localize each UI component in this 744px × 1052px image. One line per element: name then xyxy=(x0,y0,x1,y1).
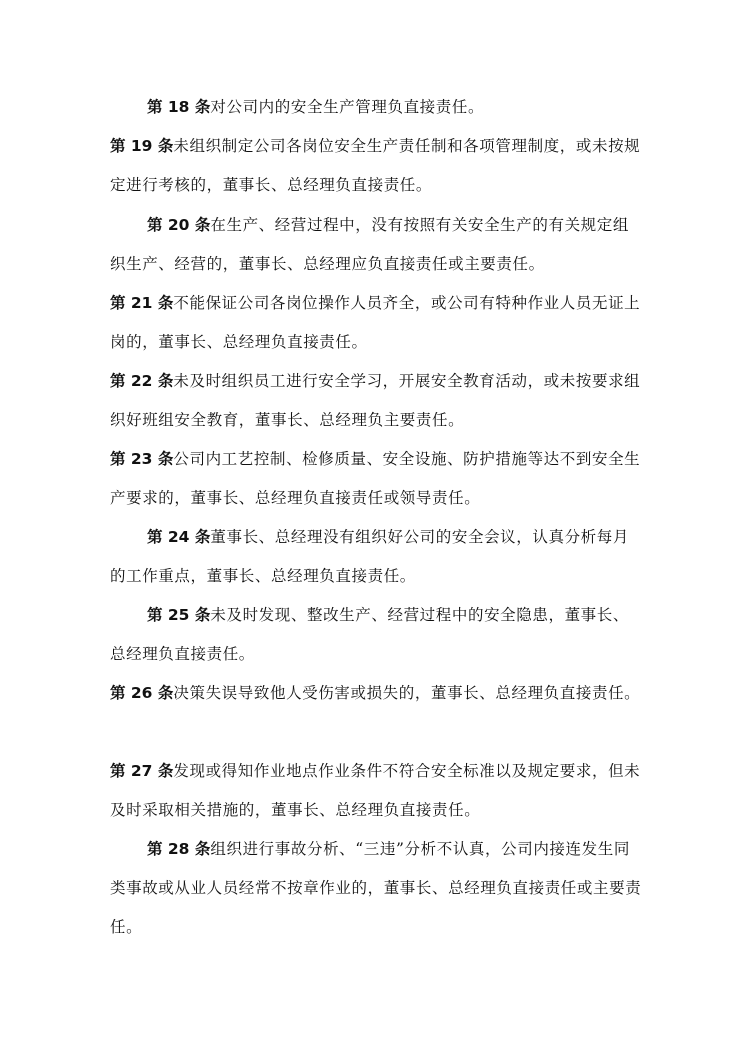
article-20 xyxy=(110,206,642,284)
article-text: 在生产、经营过程中，没有按照有关安全生产的有关规定组织生产、经营的，董事长、总经理应负直接责任或主要责任。 xyxy=(110,216,629,273)
article-25 xyxy=(110,596,642,674)
article-number: 第 19 条 xyxy=(110,137,174,155)
article-text: 组织进行事故分析、“三违”分析不认真，公司内接连发生同类事故或从业人员经常不按章作业的，董事长、总经理负直接责任或主要责任。 xyxy=(110,840,642,936)
article-number: 第 18 条 xyxy=(147,98,211,116)
article-24 xyxy=(110,518,642,596)
article-23 xyxy=(110,440,642,518)
article-number: 第 24 条 xyxy=(147,528,211,546)
article-18 xyxy=(110,88,642,127)
article-text: 董事长、总经理没有组织好公司的安全会议，认真分析每月的工作重点，董事长、总经理负直接责任。 xyxy=(110,528,629,585)
article-number: 第 28 条 xyxy=(147,840,211,858)
article-number: 第 21 条 xyxy=(110,294,174,312)
article-number: 第 20 条 xyxy=(147,216,211,234)
article-number: 第 22 条 xyxy=(110,372,174,390)
article-26 xyxy=(110,674,642,713)
article-28 xyxy=(110,830,642,947)
article-number: 第 25 条 xyxy=(147,606,211,624)
article-text: 未组织制定公司各岗位安全生产责任制和各项管理制度，或未按规定进行考核的，董事长、总经理负直接责任。 xyxy=(110,137,641,194)
article-number: 第 26 条 xyxy=(110,684,174,702)
article-text: 公司内工艺控制、检修质量、安全设施、防护措施等达不到安全生产要求的，董事长、总经理负直接责任或领导责任。 xyxy=(110,450,641,507)
article-text: 未及时组织员工进行安全学习，开展安全教育活动，或未按要求组织好班组安全教育，董事长、总经理负主要责任。 xyxy=(110,372,641,429)
article-21 xyxy=(110,284,642,362)
article-number: 第 27 条 xyxy=(110,762,174,780)
article-text: 决策失误导致他人受伤害或损失的，董事长、总经理负直接责任。 xyxy=(173,684,641,702)
article-text: 不能保证公司各岗位操作人员齐全，或公司有特种作业人员无证上岗的，董事长、总经理负直接责任。 xyxy=(110,294,641,351)
article-22 xyxy=(110,362,642,440)
article-text: 对公司内的安全生产管理负直接责任。 xyxy=(210,98,485,116)
article-19 xyxy=(110,127,642,205)
article-text: 发现或得知作业地点作业条件不符合安全标准以及规定要求，但未及时采取相关措施的，董事长、总经理负直接责任。 xyxy=(110,762,641,819)
article-text: 未及时发现、整改生产、经营过程中的安全隐患，董事长、总经理负直接责任。 xyxy=(110,606,629,663)
article-number: 第 23 条 xyxy=(110,450,174,468)
article-27 xyxy=(110,752,642,830)
